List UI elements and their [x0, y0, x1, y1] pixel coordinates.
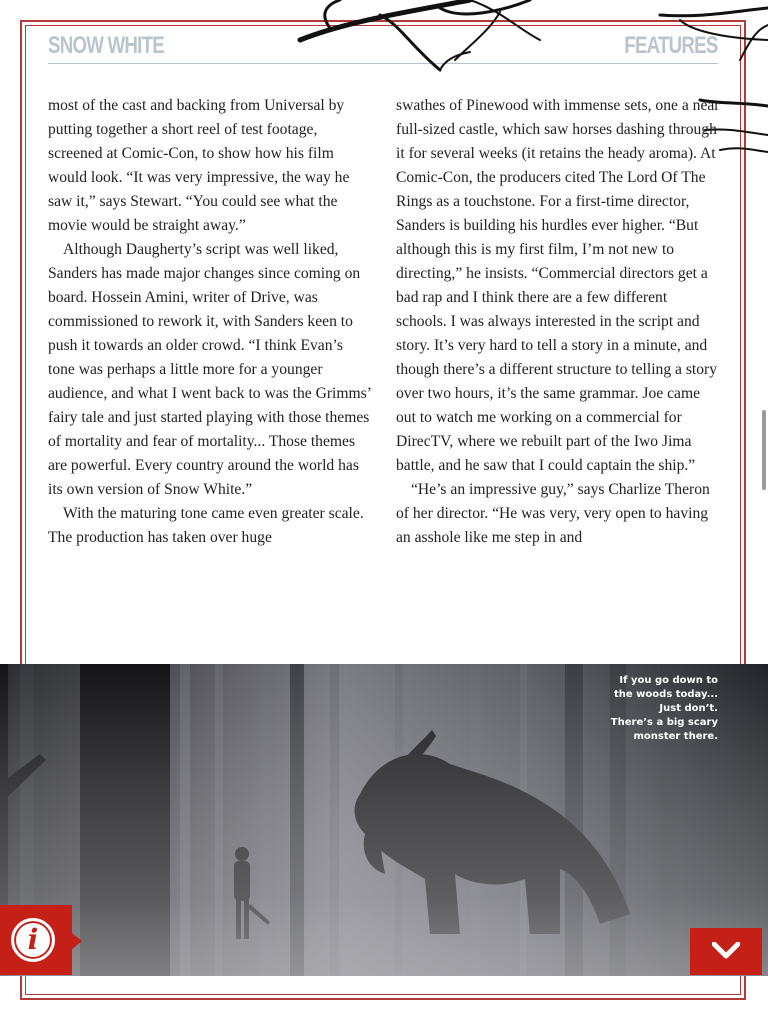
chevron-down-icon: [712, 942, 740, 960]
section-title: SNOW WHITE: [48, 32, 164, 59]
article-paragraph: swathes of Pinewood with immense sets, one a near full-sized castle, which saw horses dashing through it for several weeks (it retains the heady aroma). At Comic-Con, the producers cited The Lord Of The Rings as a touchstone. For a first-time director, Sanders is building his hurdles ever higher. “But although this is my first film, I’m not new to directing,” he insists. “Commercial directors get a bad rap and I think there are a few different schools. I was always interested in the script and story. It’s very hard to tell a story in a minute, and though there’s a different structure to telling a story over two hours, it’s the same grammar. Joe came out to watch me working on a commercial for DirecTV, where we rebuilt part of the Iwo Jima battle, and he saw that I could captain the ship.”: [396, 97, 720, 474]
info-button[interactable]: [0, 905, 72, 975]
category-label: FEATURES: [624, 32, 718, 59]
article-column-right: [396, 94, 720, 550]
article-paragraph: Although Daugherty’s script was well liked, Sanders has made major changes since coming on board. Hossein Amini, writer of Drive, was commissioned to rework it, with Sanders keen to push it towards an older crowd. “I think Evan’s tone was perhaps a little more for a younger audience, and what I went back to was the Grimms’ fairy tale and just started playing with those themes of mortality and fear of mortality... Those themes are powerful. Every country around the world has its own version of Snow White.”: [48, 241, 371, 498]
article-paragraph: With the maturing tone came even greater scale. The production has taken over huge: [48, 505, 364, 546]
article-paragraph: “He’s an impressive guy,” says Charlize Theron of her director. “He was very, very open to having an asshole like me step in and: [396, 481, 710, 546]
scroll-down-button[interactable]: [690, 928, 762, 975]
header-divider: [48, 63, 718, 64]
article-paragraph: most of the cast and backing from Universal by putting together a short reel of test footage, screened at Comic-Con, to show how his film would look. “It was very impressive, the way he saw it,” says Stewart. “You could see what the movie would be straight away.”: [48, 97, 350, 234]
scrollbar[interactable]: [762, 410, 766, 490]
article-column-left: [48, 94, 372, 550]
photo-caption: If you go down to the woods today... Just don’t. There’s a big scary monster there.: [610, 675, 718, 742]
info-icon: i: [11, 918, 55, 962]
